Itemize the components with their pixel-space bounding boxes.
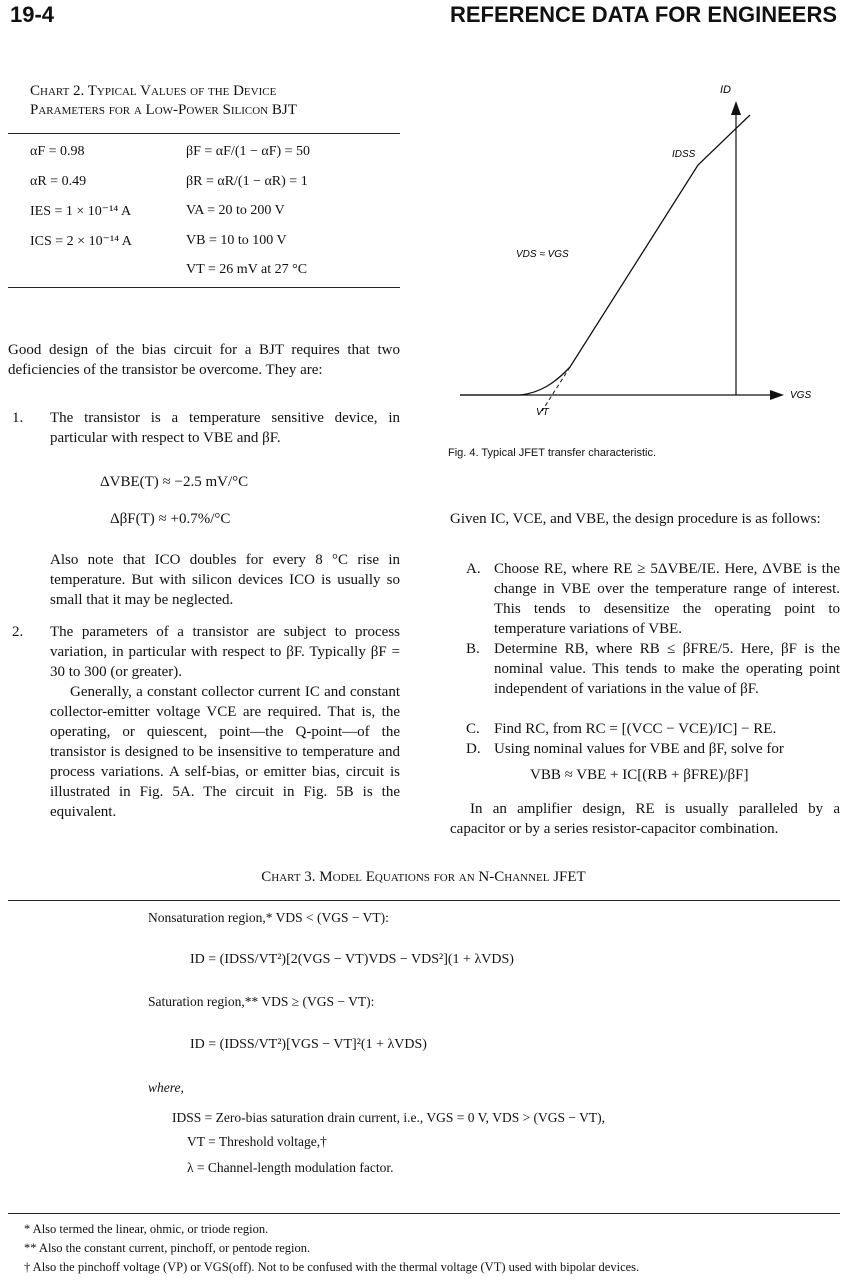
vgs-label: VGS <box>790 390 812 401</box>
list-item-2: The parameters of a transistor are subject to process variation, in particular with respect to βF. Typically βF = 30 to 300 (or greater). <box>50 624 400 680</box>
nonsaturation-equation: ID = (IDSS/VT²)[2(VGS − VT)VDS − VDS²](1 + λVDS) <box>190 952 514 967</box>
book-title: REFERENCE DATA FOR ENGINEERS <box>449 2 837 27</box>
transfer-curve <box>460 115 750 395</box>
equation-delta-beta: ΔβF(T) ≈ +0.7%/°C <box>110 511 231 527</box>
chart2-cell: βF = αF/(1 − αF) = 50 <box>186 144 311 159</box>
list-item-1-note: Also note that ICO doubles for every 8 °C rise in temperature. But with silicon devices ICO is usually so small that it may be neglected. <box>50 552 400 608</box>
footnote-3: † Also the pinchoff voltage (VP) or VGS(off). Not to be confused with the thermal voltage (VT) used with bipolar devices. <box>24 1260 640 1274</box>
chart2-cell: αR = 0.49 <box>30 174 87 189</box>
nonsaturation-heading: Nonsaturation region,* VDS < (VGS − VT): <box>148 910 389 925</box>
saturation-equation: ID = (IDSS/VT²)[VGS − VT]²(1 + λVDS) <box>190 1037 427 1052</box>
chart3-top-rule <box>8 900 840 901</box>
chart2-cell: ICS = 2 × 10⁻¹⁴ A <box>30 234 132 249</box>
step-d: Using nominal values for VBE and βF, solve for <box>494 741 784 757</box>
chart2-cell: βR = αR/(1 − αR) = 1 <box>186 174 308 189</box>
vgs-axis-arrow <box>770 390 784 400</box>
equation-vbb: VBB ≈ VBE + IC[(RB + βFRE)/βF] <box>530 767 749 783</box>
where-label: where, <box>148 1080 184 1095</box>
step-a: Choose RE, where RE ≥ 5ΔVBE/IE. Here, ΔVBE is the change in VBE over the temperature range of interest. This tends to desensitize the operating point to temperature variations of VBE. <box>494 561 840 637</box>
list-item-1: The transistor is a temperature sensitive device, in particular with respect to VBE and βF. <box>50 410 400 446</box>
chart2-cell: VA = 20 to 200 V <box>186 203 285 218</box>
chart2-title <box>30 82 390 120</box>
id-label: ID <box>720 84 731 96</box>
idss-label: IDSS <box>672 149 696 160</box>
list-number-2: 2. <box>12 624 24 640</box>
step-c: Find RC, from RC = [(VCC − VCE)/IC] − RE. <box>494 721 777 737</box>
figure4-caption: Fig. 4. Typical JFET transfer characteristic. <box>448 447 657 459</box>
vt-label: VT <box>536 407 549 418</box>
step-b: Determine RB, where RB ≤ βFRE/5. Here, βF is the nominal value. This tends to make the operating point independent of variations in the value of βF. <box>494 641 840 697</box>
step-letter-c: C. <box>466 721 480 737</box>
page-number: 19-4 <box>10 2 55 27</box>
definition-vt: VT = Threshold voltage,† <box>187 1134 327 1149</box>
chart2-cell: VT = 26 mV at 27 °C <box>186 262 308 277</box>
chart2-cell: IES = 1 × 10⁻¹⁴ A <box>30 204 132 219</box>
intro-paragraph: Good design of the bias circuit for a BJT requires that two deficiencies of the transistor be overcome. They are: <box>8 342 400 378</box>
list-item-2-paragraph: Generally, a constant collector current IC and constant collector-emitter voltage VCE are required. That is, the operating, or quiescent, point—the Q-point—of the transistor is designed to be insensitive to temperature and process variations. A self-bias, or emitter bias, circuit is illustrated in Fig. 5A. The circuit in Fig. 5B is the equivalent. <box>50 684 400 820</box>
footnote-1: * Also termed the linear, ohmic, or triode region. <box>24 1222 269 1236</box>
step-letter-a: A. <box>466 561 481 577</box>
closing-paragraph: In an amplifier design, RE is usually paralleled by a capacitor or by a series resistor-capacitor combination. <box>450 801 840 837</box>
list-number-1: 1. <box>12 410 24 426</box>
equation-delta-vbe: ΔVBE(T) ≈ −2.5 mV/°C <box>100 474 249 490</box>
design-procedure-intro: Given IC, VCE, and VBE, the design procedure is as follows: <box>450 511 821 527</box>
chart2-title-line2: Parameters for a Low-Power Silicon BJT <box>30 102 297 118</box>
step-letter-d: D. <box>466 741 481 757</box>
id-axis-arrow <box>731 101 741 115</box>
chart2-cell: αF = 0.98 <box>30 144 85 159</box>
chart2-title-line1: Chart 2. Typical Values of the Device <box>30 83 277 99</box>
saturation-heading: Saturation region,** VDS ≥ (VGS − VT): <box>148 994 375 1009</box>
footnote-2: ** Also the constant current, pinchoff, or pentode region. <box>24 1241 311 1255</box>
definition-lambda: λ = Channel-length modulation factor. <box>187 1160 394 1175</box>
vt-extrapolation-line <box>542 367 570 411</box>
chart3-title: Chart 3. Model Equations for an N-Channel JFET <box>261 869 586 885</box>
vds-label: VDS ≈ VGS <box>516 249 569 260</box>
step-letter-b: B. <box>466 641 480 657</box>
definition-idss: IDSS = Zero-bias saturation drain current, i.e., VGS = 0 V, VDS > (VGS − VT), <box>172 1110 606 1125</box>
chart2-cell: VB = 10 to 100 V <box>186 233 287 248</box>
chart2-bottom-rule <box>8 287 400 288</box>
jfet-transfer-figure <box>460 75 845 445</box>
chart2-top-rule <box>8 133 400 134</box>
footnote-rule <box>8 1213 840 1214</box>
